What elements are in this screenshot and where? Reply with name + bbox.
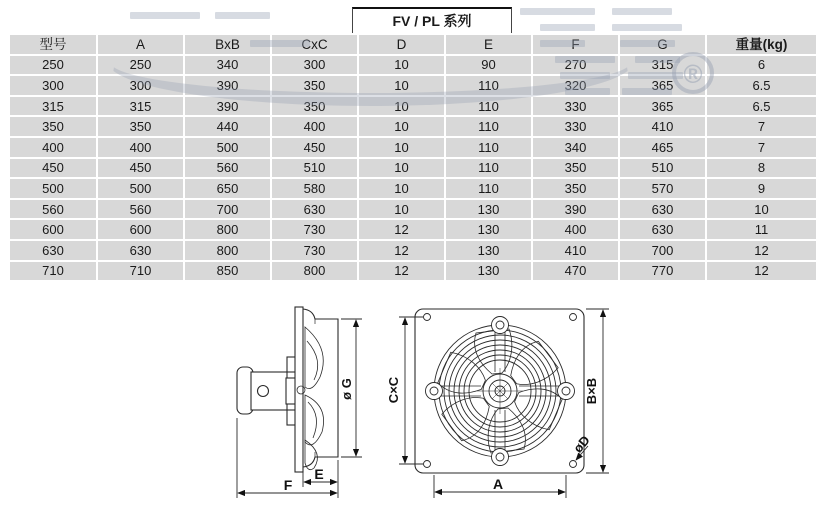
column-header: 重量(kg) — [707, 35, 816, 54]
table-row — [10, 97, 816, 116]
table-cell: 510 — [272, 159, 357, 178]
table-cell: 7 — [707, 138, 816, 157]
table-cell: 700 — [620, 241, 705, 260]
table-cell: 130 — [446, 200, 531, 219]
table-cell: 12 — [707, 262, 816, 281]
table-cell: 300 — [272, 56, 357, 75]
table-cell: 350 — [272, 76, 357, 95]
table-cell: 12 — [359, 241, 444, 260]
table-row — [10, 138, 816, 157]
table-cell: 600 — [98, 220, 183, 239]
table-cell: 450 — [272, 138, 357, 157]
table-cell: 10 — [359, 179, 444, 198]
table-cell: 350 — [98, 117, 183, 136]
series-title: FV / PL 系列 — [352, 7, 512, 33]
table-cell: 250 — [98, 56, 183, 75]
table-cell: 330 — [533, 117, 618, 136]
table-row — [10, 117, 816, 136]
table-cell: 110 — [446, 138, 531, 157]
table-row — [10, 220, 816, 239]
table-cell: 340 — [533, 138, 618, 157]
table-cell: 9 — [707, 179, 816, 198]
table-cell: 110 — [446, 97, 531, 116]
table-row — [10, 56, 816, 75]
column-header: E — [446, 35, 531, 54]
table-cell: 560 — [185, 159, 270, 178]
bell-housing — [303, 309, 338, 467]
table-cell: 850 — [185, 262, 270, 281]
table-cell: 250 — [10, 56, 96, 75]
table-cell: 350 — [10, 117, 96, 136]
column-header: 型号 — [10, 35, 96, 54]
table-cell: 350 — [533, 159, 618, 178]
table-cell: 365 — [620, 76, 705, 95]
table-cell: 400 — [98, 138, 183, 157]
column-header: A — [98, 35, 183, 54]
table-cell: 410 — [620, 117, 705, 136]
table-cell: 110 — [446, 179, 531, 198]
table-cell: 10 — [359, 97, 444, 116]
table-cell: 320 — [533, 76, 618, 95]
table-cell: 630 — [620, 220, 705, 239]
table-cell: 6 — [707, 56, 816, 75]
table-row — [10, 76, 816, 95]
table-cell: 12 — [359, 262, 444, 281]
table-cell: 400 — [272, 117, 357, 136]
table-cell: 710 — [98, 262, 183, 281]
table-cell: 800 — [272, 262, 357, 281]
table-cell: 400 — [10, 138, 96, 157]
table-cell: 730 — [272, 220, 357, 239]
table-cell: 440 — [185, 117, 270, 136]
table-cell: 110 — [446, 117, 531, 136]
side-view-drawing — [237, 307, 362, 498]
table-cell: 8 — [707, 159, 816, 178]
table-cell: 130 — [446, 220, 531, 239]
column-header: CxC — [272, 35, 357, 54]
table-cell: 12 — [359, 220, 444, 239]
table-cell: 10 — [359, 138, 444, 157]
table-cell: 390 — [185, 97, 270, 116]
table-cell: 400 — [533, 220, 618, 239]
table-cell: 470 — [533, 262, 618, 281]
table-cell: 580 — [272, 179, 357, 198]
table-cell: 570 — [620, 179, 705, 198]
table-row — [10, 262, 816, 281]
table-cell: 10 — [359, 200, 444, 219]
dim-F-label: F — [283, 477, 293, 493]
table-cell: 630 — [98, 241, 183, 260]
column-header: F — [533, 35, 618, 54]
table-row — [10, 241, 816, 260]
table-cell: 300 — [10, 76, 96, 95]
table-cell: 10 — [359, 159, 444, 178]
table-cell: 390 — [185, 76, 270, 95]
dim-D-label: øD — [570, 432, 593, 456]
table-row — [10, 200, 816, 219]
table-cell: 560 — [98, 200, 183, 219]
table-cell: 450 — [98, 159, 183, 178]
table-cell: 7 — [707, 117, 816, 136]
table-cell: 510 — [620, 159, 705, 178]
motor — [237, 357, 296, 425]
table-cell: 800 — [185, 241, 270, 260]
table-cell: 390 — [533, 200, 618, 219]
table-cell: 270 — [533, 56, 618, 75]
table-cell: 10 — [707, 200, 816, 219]
table-cell: 710 — [10, 262, 96, 281]
table-cell: 410 — [533, 241, 618, 260]
table-cell: 730 — [272, 241, 357, 260]
table-cell: 300 — [98, 76, 183, 95]
table-cell: 770 — [620, 262, 705, 281]
column-header: G — [620, 35, 705, 54]
table-cell: 340 — [185, 56, 270, 75]
table-cell: 315 — [98, 97, 183, 116]
dim-BxB-label: B×B — [584, 377, 599, 405]
table-cell: 500 — [185, 138, 270, 157]
table-cell: 500 — [98, 179, 183, 198]
table-cell: 630 — [620, 200, 705, 219]
table-cell: 350 — [533, 179, 618, 198]
table-cell: 10 — [359, 56, 444, 75]
table-cell: 110 — [446, 76, 531, 95]
column-header: BxB — [185, 35, 270, 54]
table-cell: 6.5 — [707, 97, 816, 116]
front-view-drawing — [386, 309, 609, 498]
registered-trademark-icon: ® — [672, 52, 714, 94]
table-cell: 500 — [10, 179, 96, 198]
table-cell: 315 — [10, 97, 96, 116]
table-row — [10, 159, 816, 178]
table-cell: 650 — [185, 179, 270, 198]
table-cell: 630 — [10, 241, 96, 260]
table-cell: 10 — [359, 117, 444, 136]
table-cell: 450 — [10, 159, 96, 178]
table-cell: 630 — [272, 200, 357, 219]
table-cell: 800 — [185, 220, 270, 239]
table-cell: 330 — [533, 97, 618, 116]
table-cell: 600 — [10, 220, 96, 239]
spec-table — [8, 33, 818, 282]
table-body — [10, 56, 816, 281]
table-cell: 365 — [620, 97, 705, 116]
table-header-row — [10, 35, 816, 54]
table-cell: 110 — [446, 159, 531, 178]
table-cell: 350 — [272, 97, 357, 116]
table-cell: 12 — [707, 241, 816, 260]
table-cell: 130 — [446, 262, 531, 281]
table-cell: 465 — [620, 138, 705, 157]
dim-G-label: ø G — [339, 378, 354, 400]
table-cell: 700 — [185, 200, 270, 219]
table-cell: 6.5 — [707, 76, 816, 95]
dim-E-label: E — [314, 466, 324, 482]
table-cell: 560 — [10, 200, 96, 219]
table-cell: 130 — [446, 241, 531, 260]
table-cell: 315 — [620, 56, 705, 75]
table-cell: 11 — [707, 220, 816, 239]
table-row — [10, 179, 816, 198]
column-header: D — [359, 35, 444, 54]
mounting-plate-side — [295, 307, 303, 472]
dim-CxC-label: C×C — [386, 376, 401, 404]
table-cell: 90 — [446, 56, 531, 75]
dim-A-label: A — [492, 476, 504, 492]
table-cell: 10 — [359, 76, 444, 95]
